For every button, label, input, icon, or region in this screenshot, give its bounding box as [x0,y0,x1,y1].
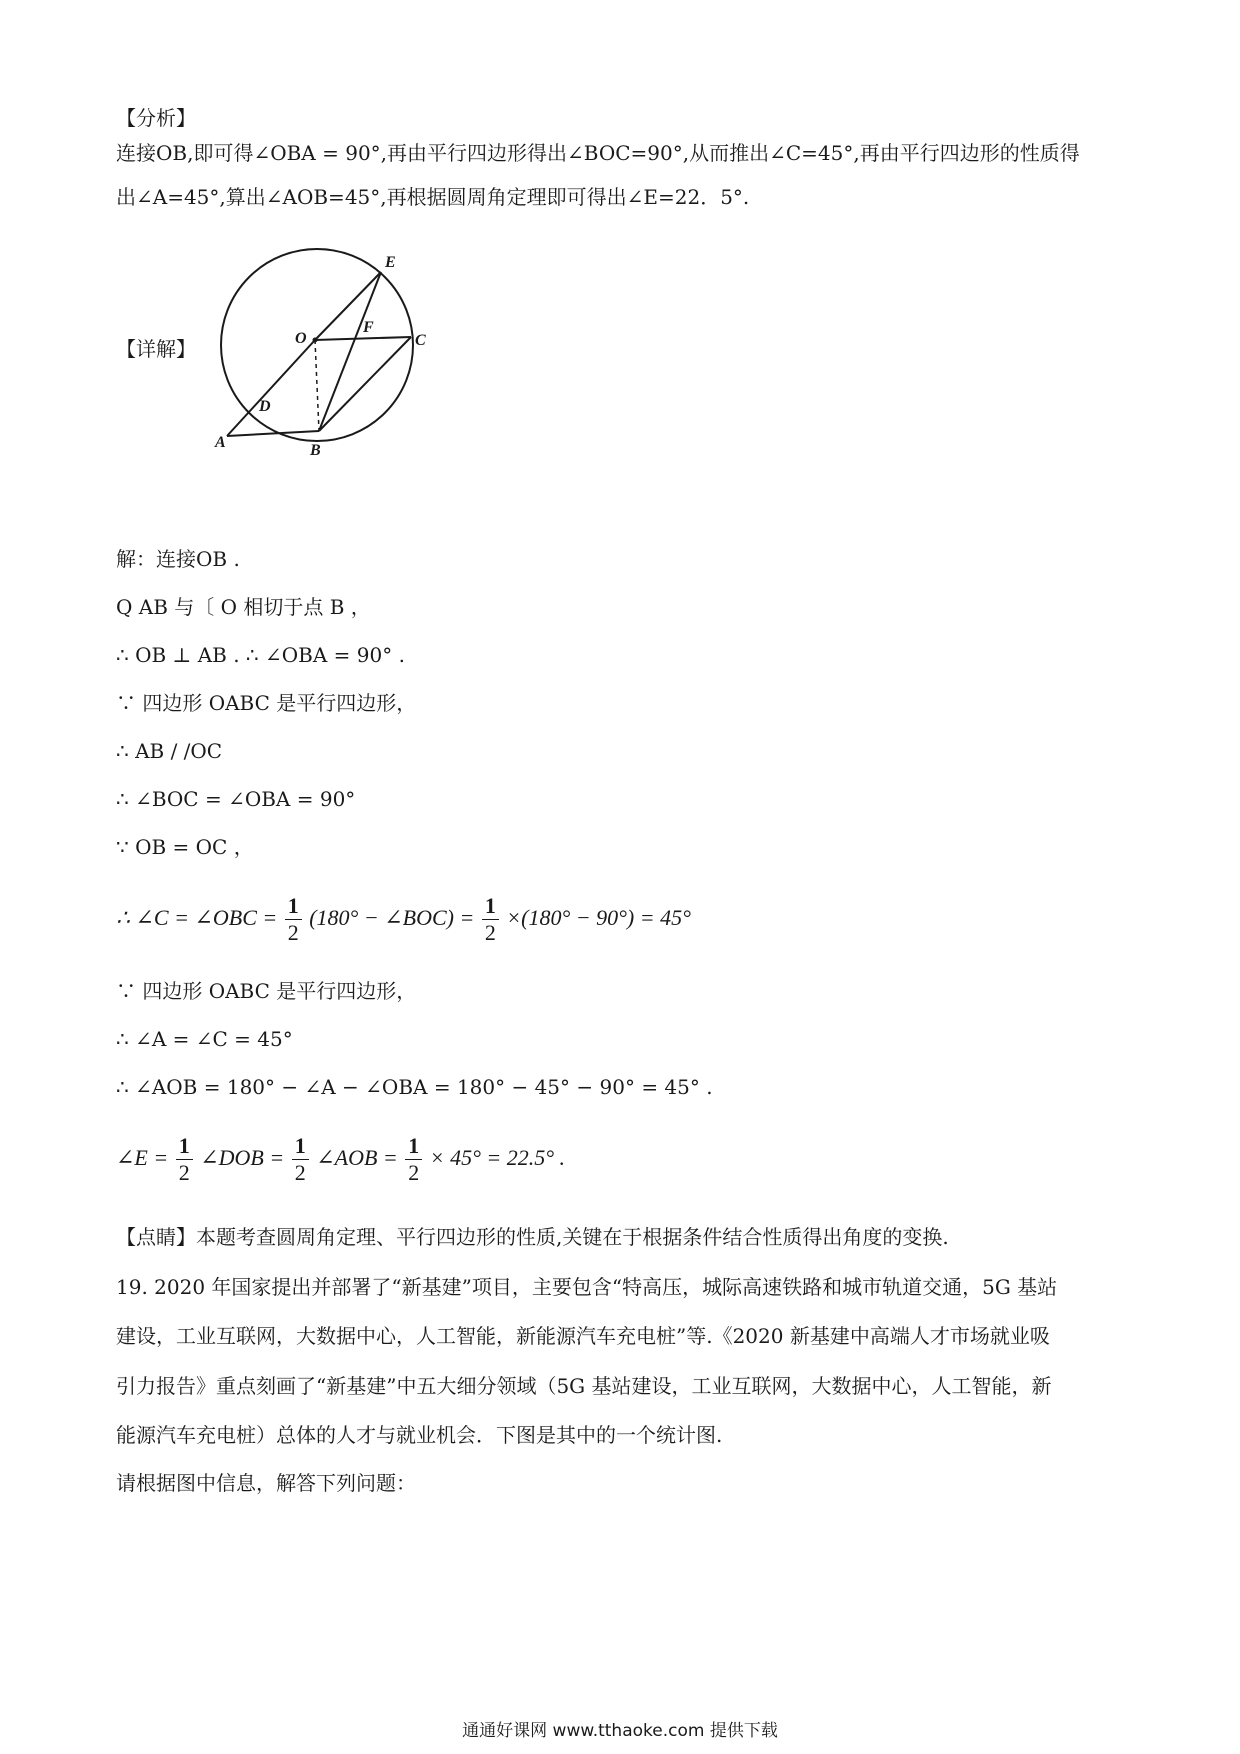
solution-step-11: ∴ ∠AOB = 180° − ∠A − ∠OBA = 180° − 45° − 90° = 45° . [116,1075,713,1099]
analysis-heading: 【分析】 [116,106,196,130]
eq8-part-b: (180° − ∠BOC) = [309,905,475,930]
solution-step-2: Q AB 与〔 O 相切于点 B ， [116,595,371,619]
segment-ab [227,431,319,436]
question-19-line-3: 引力报告》重点刻画了“新基建”中五大细分领域（5G 基站建设，工业互联网，大数据中心，人工智能，新 [116,1374,1052,1398]
comment-line: 【点睛】本题考查圆周角定理、平行四边形的性质,关键在于根据条件结合性质得出角度的变换. [116,1225,949,1249]
eq8-part-c: ×(180° − 90°) = 45° [506,905,691,930]
solution-step-1: 解：连接OB . [116,547,240,571]
label-c: C [415,332,426,349]
question-19-line-1: 19. 2020 年国家提出并部署了“新基建”项目，主要包含“特高压，城际高速铁路和城市轨道交通，5G 基站 [116,1275,1058,1299]
detail-heading: 【详解】 [116,337,196,361]
segment-ob-dashed [315,340,319,431]
solution-step-3: ∴ OB ⊥ AB . ∴ ∠OBA = 90° . [116,643,405,667]
label-o: O [295,330,307,347]
label-f: F [363,319,374,336]
question-19-line-2: 建设，工业互联网，大数据中心，人工智能，新能源汽车充电桩”等.《2020 新基建中高端人才市场就业吸 [116,1324,1050,1348]
segment-be [319,272,381,431]
fraction-half: $\frac{1}{2}$ [292,1133,309,1186]
solution-step-5: ∴ AB / /OC [116,739,223,763]
eq12-part-b: ∠DOB = [200,1145,285,1170]
question-19-line-4: 能源汽车充电桩）总体的人才与就业机会．下图是其中的一个统计图. [116,1423,723,1447]
solution-step-12-equation [116,1130,565,1186]
eq12-part-d: × 45° = 22.5° . [429,1145,566,1170]
solution-step-4: ∵ 四边形 OABC 是平行四边形， [116,691,417,715]
analysis-line-2: 出∠A=45°,算出∠AOB=45°,再根据圆周角定理即可得出∠E=22．5°. [116,185,750,209]
eq8-part-a: ∴ ∠C = ∠OBC = [116,905,278,930]
segment-bc [319,337,411,431]
label-b: B [310,442,321,459]
label-a: A [215,434,226,451]
segment-oc [315,337,411,340]
question-19-line-5: 请根据图中信息，解答下列问题： [116,1471,416,1495]
solution-step-8-equation [116,890,691,946]
solution-step-10: ∴ ∠A = ∠C = 45° [116,1027,293,1051]
solution-step-6: ∴ ∠BOC = ∠OBA = 90° [116,787,356,811]
fraction-half: $\frac{1}{2}$ [176,1133,193,1186]
analysis-line-1: 连接OB,即可得∠OBA = 90°,再由平行四边形得出∠BOC=90°,从而推出∠C=45°,再由平行四边形的性质得 [116,141,1080,165]
solution-step-7: ∵ OB = OC ， [116,835,254,859]
eq12-part-a: ∠E = [116,1145,169,1170]
label-e: E [385,254,396,271]
label-d: D [259,398,271,415]
footer-download-note: 通通好课网 www.tthaoke.com 提供下载 [462,1721,778,1741]
segment-ao [227,340,315,436]
point-o [313,338,318,343]
circle-geometry-figure [215,254,465,465]
fraction-half: $\frac{1}{2}$ [285,893,302,946]
solution-step-9: ∵ 四边形 OABC 是平行四边形， [116,979,417,1003]
fraction-half: $\frac{1}{2}$ [405,1133,422,1186]
fraction-half: $\frac{1}{2}$ [482,893,499,946]
eq12-part-c: ∠AOB = [316,1145,398,1170]
